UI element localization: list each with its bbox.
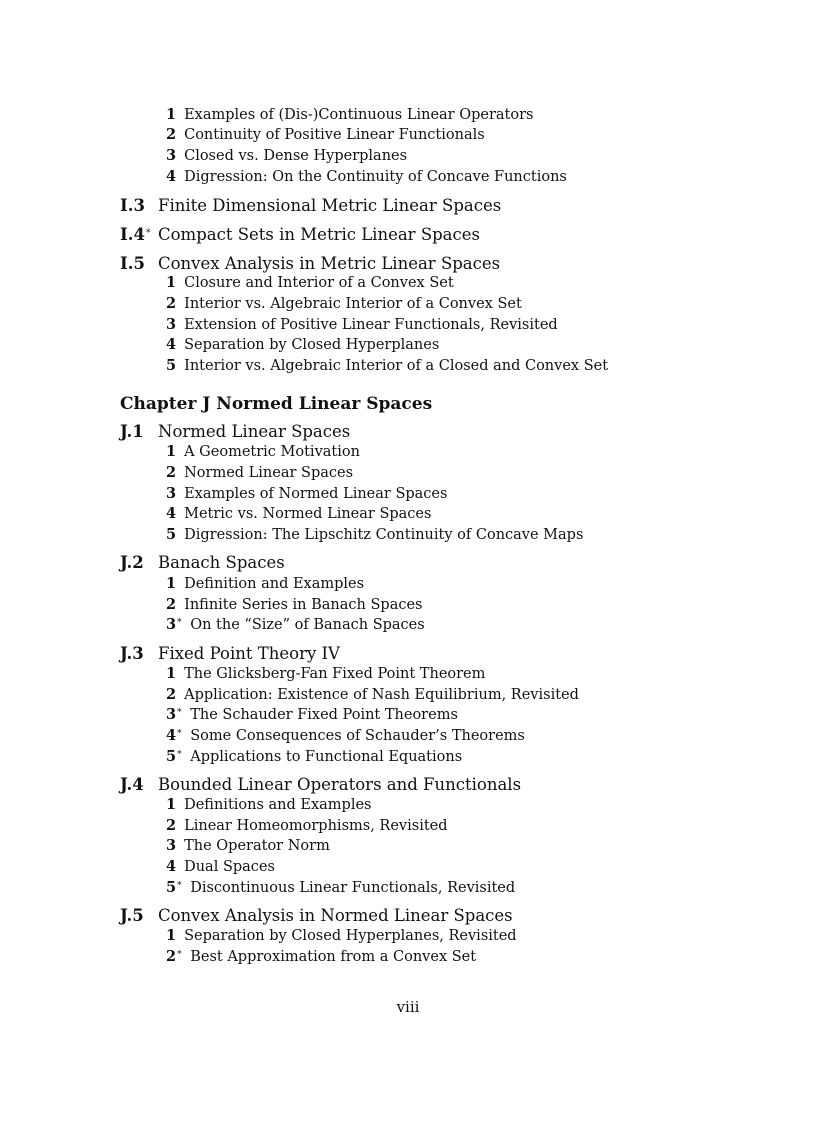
- toc-entry-j3-1[interactable]: [166, 665, 485, 683]
- subsection-title: Definitions and Examples: [184, 797, 372, 813]
- section-title: Bounded Linear Operators and Functionals: [158, 775, 522, 794]
- optional-star-marker: ∗: [176, 879, 183, 890]
- toc-entry-j2-1[interactable]: [166, 575, 364, 593]
- toc-entry-j1-3[interactable]: [166, 485, 447, 503]
- toc-entry-j2-2[interactable]: [166, 596, 422, 614]
- subsection-title: Interior vs. Algebraic Interior of a Convex Set: [184, 296, 522, 312]
- toc-section-j2[interactable]: [120, 553, 285, 573]
- toc-section-j4[interactable]: [120, 775, 521, 795]
- subsection-number: 4: [166, 505, 177, 522]
- toc-entry-j1-2[interactable]: [166, 464, 353, 482]
- toc-entry-j3-4[interactable]: [166, 727, 525, 745]
- toc-entry-j3-5[interactable]: [166, 748, 462, 766]
- optional-star-marker: ∗: [176, 948, 183, 959]
- toc-section-j5[interactable]: [120, 906, 513, 926]
- toc-section-j3[interactable]: [120, 644, 340, 664]
- toc-entry-j4-2[interactable]: [166, 817, 448, 835]
- page-number: viii: [396, 998, 420, 1016]
- subsection-title: Closure and Interior of a Convex Set: [184, 275, 454, 291]
- optional-star-marker: ∗: [176, 616, 183, 627]
- section-number: J.4: [120, 775, 144, 794]
- toc-entry-i2-2[interactable]: [166, 126, 485, 144]
- subsection-number: [166, 748, 182, 766]
- subsection-title: Application: Existence of Nash Equilibrium, Revisited: [184, 687, 579, 703]
- subsection-number: 3: [166, 837, 177, 854]
- subsection-number: 5: [166, 526, 177, 543]
- toc-section-i3[interactable]: [120, 196, 501, 216]
- subsection-title: Examples of (Dis-)Continuous Linear Operators: [184, 107, 534, 123]
- toc-entry-j2-3[interactable]: [166, 616, 425, 634]
- subsection-number: 1: [166, 665, 177, 682]
- subsection-number: 2: [166, 817, 177, 834]
- subsection-number: 1: [166, 575, 177, 592]
- subsection-number-text: 4: [166, 727, 177, 744]
- subsection-number: 2: [166, 295, 177, 312]
- subsection-title: Extension of Positive Linear Functionals, Revisited: [184, 317, 558, 333]
- optional-star-marker: ∗: [176, 727, 183, 738]
- section-number: J.5: [120, 906, 144, 925]
- section-number: J.1: [120, 422, 144, 441]
- subsection-number: [166, 706, 182, 724]
- section-title: Normed Linear Spaces: [158, 422, 351, 441]
- subsection-number: [166, 727, 182, 745]
- toc-entry-j1-1[interactable]: [166, 443, 360, 461]
- toc-entry-j3-2[interactable]: [166, 686, 579, 704]
- subsection-title: Some Consequences of Schauder’s Theorems: [190, 728, 525, 744]
- section-title: Finite Dimensional Metric Linear Spaces: [158, 196, 502, 215]
- toc-entry-i2-1[interactable]: [166, 106, 533, 124]
- subsection-title: Separation by Closed Hyperplanes: [184, 337, 440, 353]
- toc-entry-i2-4[interactable]: [166, 168, 567, 186]
- subsection-number: 2: [166, 464, 177, 481]
- section-title: Compact Sets in Metric Linear Spaces: [158, 225, 480, 244]
- toc-section-i5[interactable]: [120, 254, 500, 274]
- chapter-heading[interactable]: Chapter J Normed Linear Spaces: [120, 394, 433, 414]
- toc-entry-j4-4[interactable]: [166, 858, 275, 876]
- section-title: Fixed Point Theory IV: [158, 644, 340, 663]
- subsection-number: 3: [166, 147, 177, 164]
- section-number: I.5: [120, 254, 145, 273]
- subsection-title: Best Approximation from a Convex Set: [190, 949, 477, 965]
- subsection-number: 1: [166, 796, 177, 813]
- subsection-number-text: 3: [166, 706, 177, 723]
- subsection-number: 1: [166, 106, 177, 123]
- toc-entry-j1-4[interactable]: [166, 505, 431, 523]
- toc-entry-i5-1[interactable]: [166, 274, 454, 292]
- toc-entry-i5-5[interactable]: [166, 357, 608, 375]
- subsection-number-text: 5: [166, 748, 177, 765]
- subsection-number: [166, 616, 182, 634]
- optional-star-marker: ∗: [176, 748, 183, 759]
- subsection-number-text: 3: [166, 616, 177, 633]
- toc-entry-j5-1[interactable]: [166, 927, 517, 945]
- optional-star-marker: ∗: [176, 706, 183, 717]
- section-title: Banach Spaces: [158, 553, 285, 572]
- subsection-number: 4: [166, 336, 177, 353]
- subsection-number: 3: [166, 316, 177, 333]
- subsection-title: Infinite Series in Banach Spaces: [184, 597, 423, 613]
- subsection-title: Normed Linear Spaces: [184, 465, 354, 481]
- subsection-title: The Schauder Fixed Point Theorems: [190, 707, 458, 723]
- subsection-number: [166, 879, 182, 897]
- toc-entry-j4-1[interactable]: [166, 796, 372, 814]
- subsection-title: The Glicksberg-Fan Fixed Point Theorem: [184, 666, 486, 682]
- section-number: I.3: [120, 196, 145, 215]
- section-number: J.2: [120, 553, 144, 572]
- subsection-title: Closed vs. Dense Hyperplanes: [184, 148, 408, 164]
- toc-entry-i5-2[interactable]: [166, 295, 522, 313]
- subsection-title: Linear Homeomorphisms, Revisited: [184, 818, 448, 834]
- subsection-title: Interior vs. Algebraic Interior of a Closed and Convex Set: [184, 358, 609, 374]
- section-title: Convex Analysis in Metric Linear Spaces: [158, 254, 501, 273]
- section-number: J.3: [120, 644, 144, 663]
- toc-section-i4[interactable]: [120, 225, 480, 245]
- section-number: [120, 225, 158, 245]
- toc-entry-i2-3[interactable]: [166, 147, 407, 165]
- subsection-number: [166, 948, 182, 966]
- subsection-title: Digression: The Lipschitz Continuity of Concave Maps: [184, 527, 584, 543]
- subsection-title: Digression: On the Continuity of Concave Functions: [184, 169, 567, 185]
- toc-entry-j4-5[interactable]: [166, 879, 515, 897]
- subsection-number: 4: [166, 168, 177, 185]
- toc-entry-i5-3[interactable]: [166, 316, 558, 334]
- subsection-number: 2: [166, 596, 177, 613]
- toc-entry-j5-2[interactable]: [166, 948, 476, 966]
- toc-entry-j3-3[interactable]: [166, 706, 458, 724]
- optional-star-marker: ∗: [144, 226, 152, 237]
- subsection-title: On the “Size” of Banach Spaces: [190, 617, 425, 633]
- subsection-number-text: 2: [166, 948, 177, 965]
- subsection-title: Definition and Examples: [184, 576, 365, 592]
- toc-entry-i5-4[interactable]: [166, 336, 439, 354]
- subsection-number: 2: [166, 126, 177, 143]
- subsection-title: Dual Spaces: [184, 859, 275, 875]
- toc-section-j1[interactable]: [120, 422, 350, 442]
- subsection-title: The Operator Norm: [184, 838, 330, 854]
- subsection-title: Metric vs. Normed Linear Spaces: [184, 506, 432, 522]
- subsection-title: A Geometric Motivation: [184, 444, 360, 460]
- subsection-title: Examples of Normed Linear Spaces: [184, 486, 448, 502]
- subsection-number: 1: [166, 274, 177, 291]
- section-number-text: I.4: [120, 225, 145, 244]
- subsection-number: 5: [166, 357, 177, 374]
- subsection-title: Continuity of Positive Linear Functionals: [184, 127, 485, 143]
- section-title: Convex Analysis in Normed Linear Spaces: [158, 906, 513, 925]
- toc-entry-j1-5[interactable]: [166, 526, 583, 544]
- subsection-number: 4: [166, 858, 177, 875]
- subsection-title: Separation by Closed Hyperplanes, Revisited: [184, 928, 517, 944]
- subsection-number: 3: [166, 485, 177, 502]
- subsection-number: 1: [166, 927, 177, 944]
- subsection-number: 1: [166, 443, 177, 460]
- subsection-title: Applications to Functional Equations: [190, 749, 463, 765]
- subsection-number: 2: [166, 686, 177, 703]
- subsection-number-text: 5: [166, 879, 177, 896]
- toc-entry-j4-3[interactable]: [166, 837, 330, 855]
- subsection-title: Discontinuous Linear Functionals, Revisited: [190, 880, 516, 896]
